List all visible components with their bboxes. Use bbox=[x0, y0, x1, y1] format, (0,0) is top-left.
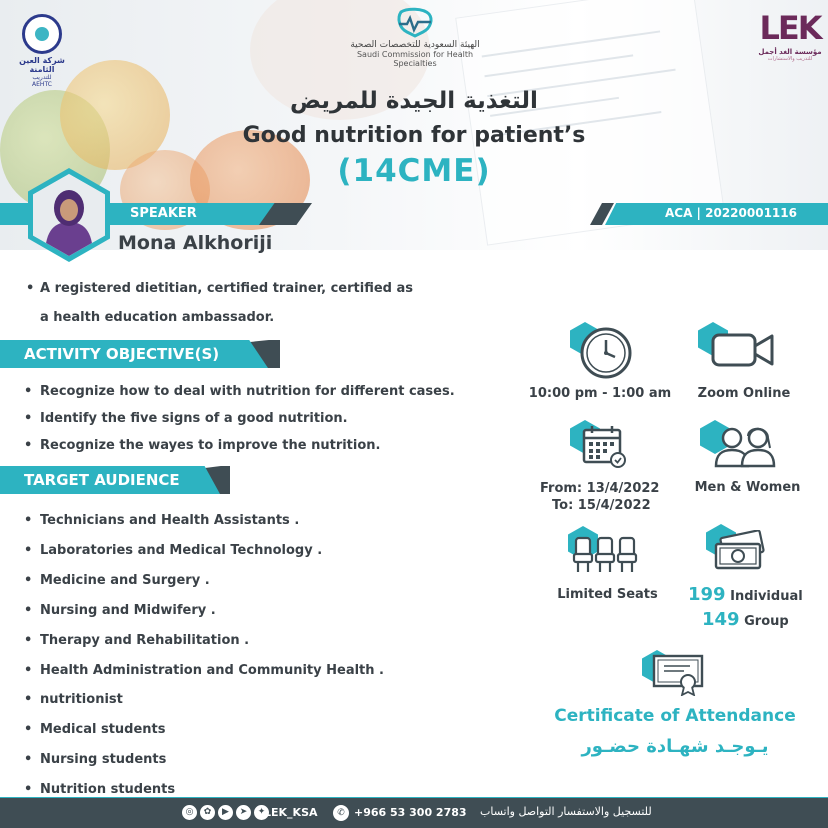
list-item: • Medical students bbox=[24, 722, 166, 738]
list-item: • Identify the five signs of a good nutrition. bbox=[24, 411, 348, 426]
men-women-icon bbox=[712, 424, 778, 468]
youtube-icon[interactable]: ▶ bbox=[218, 805, 233, 820]
list-item: • Laboratories and Medical Technology . bbox=[24, 542, 323, 558]
cme-credits: (14CME) bbox=[337, 153, 491, 189]
platform-text: Zoom Online bbox=[697, 386, 791, 401]
video-camera-icon bbox=[710, 330, 776, 370]
money-icon bbox=[712, 530, 768, 574]
aehtc-logo: شركة العين الثامنة للتدريب AEHTC bbox=[12, 14, 72, 88]
price-individual: 199 bbox=[688, 584, 726, 605]
time-text: 10:00 pm - 1:00 am bbox=[528, 386, 672, 401]
audience-title: TARGET AUDIENCE bbox=[24, 471, 180, 489]
list-item: • Recognize how to deal with nutrition for different cases. bbox=[24, 384, 455, 399]
list-item: • Recognize the wayes to improve the nutrition. bbox=[24, 438, 381, 453]
list-item: • Nursing and Midwifery . bbox=[24, 602, 216, 618]
course-title-english: Good nutrition for patient’s bbox=[242, 123, 586, 148]
social-handle[interactable]: LEK_KSA bbox=[264, 806, 318, 819]
social-icons bbox=[182, 805, 269, 820]
certificate-icon bbox=[650, 652, 706, 696]
objectives-title: ACTIVITY OBJECTIVE(S) bbox=[24, 345, 220, 363]
seats-icon bbox=[572, 530, 640, 576]
twitter-icon[interactable]: ✦ bbox=[254, 805, 269, 820]
objectives-list bbox=[24, 378, 455, 459]
list-item: • Therapy and Rehabilitation . bbox=[24, 632, 250, 648]
list-item: • Nutrition students bbox=[24, 782, 176, 798]
audience-list bbox=[24, 506, 384, 805]
whatsapp-icon[interactable]: ✆ bbox=[333, 805, 349, 821]
scfhs-logo: الهيئة السعودية للتخصصات الصحية Saudi Commission for Health Specialties bbox=[340, 6, 490, 68]
scfhs-emblem-icon bbox=[393, 6, 437, 40]
seats-text: Limited Seats bbox=[557, 587, 658, 602]
speaker-label: SPEAKER bbox=[130, 206, 197, 221]
list-item: • nutritionist bbox=[24, 692, 123, 708]
list-item: • Health Administration and Community Health . bbox=[24, 662, 384, 678]
clock-icon bbox=[578, 326, 634, 380]
list-item: • Medicine and Surgery . bbox=[24, 572, 210, 588]
speaker-bio: • A registered dietitian, certified trainer, certified as a health education ambassador. bbox=[26, 281, 413, 325]
footer bbox=[0, 798, 828, 828]
list-item: • Nursing students bbox=[24, 752, 167, 768]
pricing: 199 Individual 149 Group bbox=[688, 584, 803, 630]
lek-logo: LEK مؤسسة الغد أجمل للتدريب والاستشارات bbox=[758, 9, 822, 62]
footer-arabic-text: للتسجيل والاستفسار التواصل واتساب bbox=[480, 805, 652, 818]
accreditation-number: ACA | 20220001116 bbox=[665, 206, 797, 220]
speaker-name: Mona Alkhoriji bbox=[118, 232, 273, 254]
aehtc-emblem-icon bbox=[22, 14, 62, 54]
telegram-icon[interactable]: ➤ bbox=[236, 805, 251, 820]
list-item: • Technicians and Health Assistants . bbox=[24, 513, 300, 528]
certificate-arabic: يـوجـد شهـادة حضـور bbox=[581, 736, 769, 757]
certificate-english: Certificate of Attendance bbox=[554, 706, 796, 726]
instagram-icon[interactable]: ◎ bbox=[182, 805, 197, 820]
date-range: From: 13/4/2022 To: 15/4/2022 bbox=[540, 481, 660, 513]
calendar-icon bbox=[580, 424, 628, 468]
course-title-arabic: التغذية الجيدة للمريض bbox=[290, 88, 538, 114]
price-group: 149 bbox=[702, 609, 740, 630]
phone-number[interactable]: +966 53 300 2783 bbox=[354, 806, 467, 819]
snapchat-icon[interactable]: ✿ bbox=[200, 805, 215, 820]
gender-text: Men & Women bbox=[694, 480, 801, 495]
